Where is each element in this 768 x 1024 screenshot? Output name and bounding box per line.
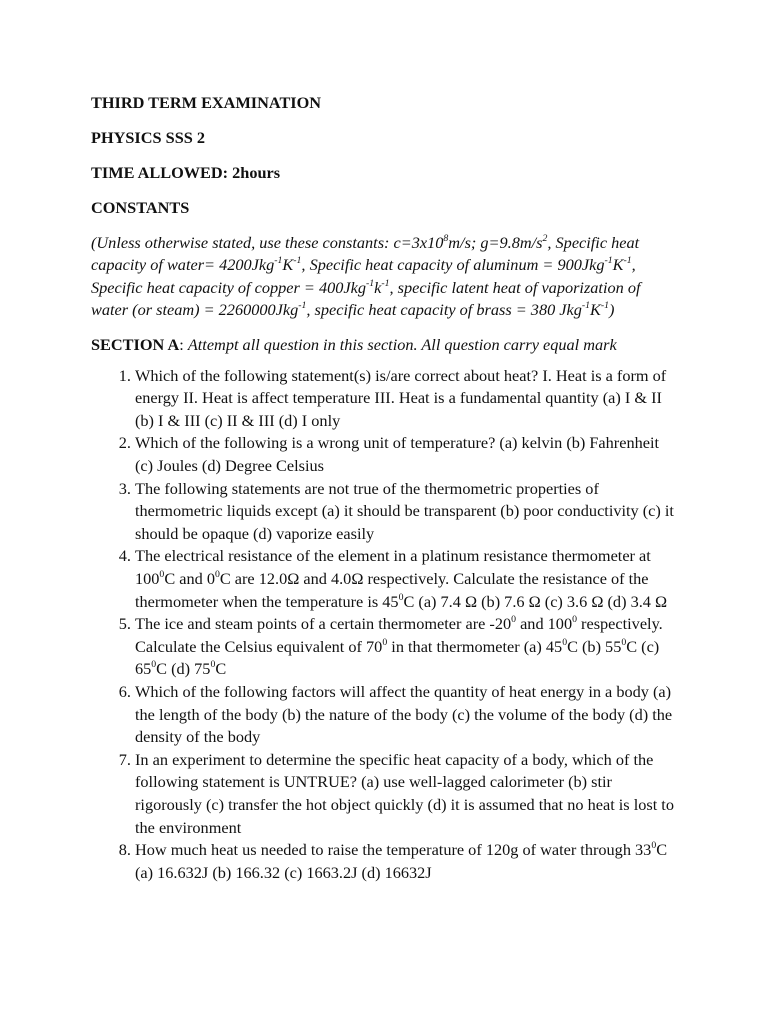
constants-heading: CONSTANTS bbox=[91, 198, 190, 217]
time-allowed: TIME ALLOWED: 2hours bbox=[91, 163, 281, 182]
section-a-colon: : bbox=[179, 334, 188, 354]
superscript: 8 bbox=[443, 233, 449, 245]
superscript: -1 bbox=[381, 277, 390, 289]
exam-page bbox=[91, 92, 681, 884]
superscript: 0 bbox=[214, 569, 220, 581]
superscript: -1 bbox=[604, 255, 613, 267]
question-text: C are 12.0Ω and 4.0Ω respectively. Calculate the resistance of the thermometer when the temperature is 45 bbox=[135, 568, 649, 611]
superscript: -1 bbox=[293, 255, 302, 267]
superscript: 2 bbox=[542, 233, 548, 245]
question-text: C bbox=[215, 659, 227, 679]
question-5 bbox=[135, 613, 681, 681]
constants-text: K bbox=[590, 300, 601, 320]
superscript: 0 bbox=[382, 636, 388, 648]
question-text: The ice and steam points of a certain thermometer are -20 bbox=[135, 614, 512, 634]
question-6: 6. Which of the following factors will affect the quantity of heat energy in a body (a) the length of the body (b) the nature of the body (c) the volume of the body (d) the density of the body bbox=[135, 681, 681, 749]
constants-text: K bbox=[282, 255, 294, 275]
question-text: and 100 bbox=[516, 614, 573, 634]
constants-text: , specific latent heat of vaporization of water (or steam) = 2260000Jkg bbox=[91, 277, 641, 320]
superscript: -1 bbox=[366, 277, 375, 289]
constants-text: ) bbox=[609, 300, 615, 320]
question-3: 3. The following statements are not true of the thermometric properties of thermometric liquids except (a) it should be transparent (b) poor conductivity (c) it should be opaque (d) vaporize easily bbox=[135, 478, 681, 546]
constants-note bbox=[91, 232, 681, 322]
superscript: 0 bbox=[621, 636, 627, 648]
question-text: The electrical resistance of the element in a platinum resistance thermometer at 100 bbox=[135, 546, 651, 588]
question-text: C (a) 16.632J (b) 166.32 (c) 1663.2J (d) 16632J bbox=[135, 840, 668, 882]
question-text: C (a) 7.4 Ω (b) 7.6 Ω (c) 3.6 Ω (d) 3.4 Ω bbox=[403, 591, 668, 611]
question-text: C (c) 65 bbox=[135, 636, 660, 679]
superscript: 0 bbox=[562, 636, 568, 648]
superscript: 0 bbox=[651, 840, 657, 852]
question-text: in that thermometer (a) 45 bbox=[387, 636, 563, 656]
superscript: -1 bbox=[623, 255, 632, 267]
superscript: -1 bbox=[274, 255, 283, 267]
superscript: 0 bbox=[151, 659, 157, 671]
superscript: 0 bbox=[210, 659, 216, 671]
question-4 bbox=[135, 545, 681, 613]
subject-title: PHYSICS SSS 2 bbox=[91, 128, 206, 147]
superscript: 0 bbox=[159, 569, 165, 581]
superscript: 0 bbox=[511, 614, 517, 626]
constants-text: , Specific heat capacity of aluminum = 900Jkg bbox=[301, 255, 605, 275]
superscript: -1 bbox=[600, 300, 610, 312]
superscript: -1 bbox=[581, 300, 591, 312]
superscript: -1 bbox=[298, 300, 307, 312]
question-text: respectively. Calculate the Celsius equivalent of 70 bbox=[135, 614, 663, 656]
superscript: 0 bbox=[398, 591, 404, 603]
question-text: How much heat us needed to raise the temperature of 120g of water through 33 bbox=[135, 840, 652, 860]
question-text: C (d) 75 bbox=[156, 659, 211, 679]
constants-text: K bbox=[612, 255, 624, 275]
question-2: 2. Which of the following is a wrong unit of temperature? (a) kelvin (b) Fahrenheit (c) Joules (d) Degree Celsius bbox=[135, 432, 681, 477]
question-7: 7. In an experiment to determine the specific heat capacity of a body, which of the following statement is UNTRUE? (a) use well-lagged calorimeter (b) stir rigorously (c) transfer the hot object quickly (d) it is assumed that no heat is lost to the environment bbox=[135, 749, 681, 839]
question-text: C (b) 55 bbox=[567, 636, 622, 656]
constants-text: , specific heat capacity of brass = 380 Jkg bbox=[306, 300, 582, 320]
question-8 bbox=[135, 839, 681, 884]
constants-text: m/s; g=9.8m/s bbox=[448, 233, 543, 252]
question-list bbox=[91, 365, 681, 885]
constants-text: , Specific heat capacity of copper = 400Jkg bbox=[91, 255, 636, 297]
question-1: 1. Which of the following statement(s) is/are correct about heat? I. Heat is a form of energy II. Heat is affect temperature III. Heat is a fundamental quantity (a) I & II (b) I & III (c) II & III (d) I only bbox=[135, 365, 681, 433]
superscript: 0 bbox=[572, 614, 577, 626]
exam-title: THIRD TERM EXAMINATION bbox=[91, 93, 322, 112]
constants-text: k bbox=[374, 277, 382, 297]
question-text: C and 0 bbox=[164, 568, 215, 588]
constants-text: , Specific heat capacity of water= 4200Jkg bbox=[91, 233, 640, 275]
section-a-label: SECTION A bbox=[91, 334, 180, 354]
constants-text: (Unless otherwise stated, use these constants: c=3x10 bbox=[91, 233, 444, 252]
section-a-header bbox=[91, 334, 681, 356]
section-a-instruction: Attempt all question in this section. All question carry equal mark bbox=[187, 334, 617, 354]
